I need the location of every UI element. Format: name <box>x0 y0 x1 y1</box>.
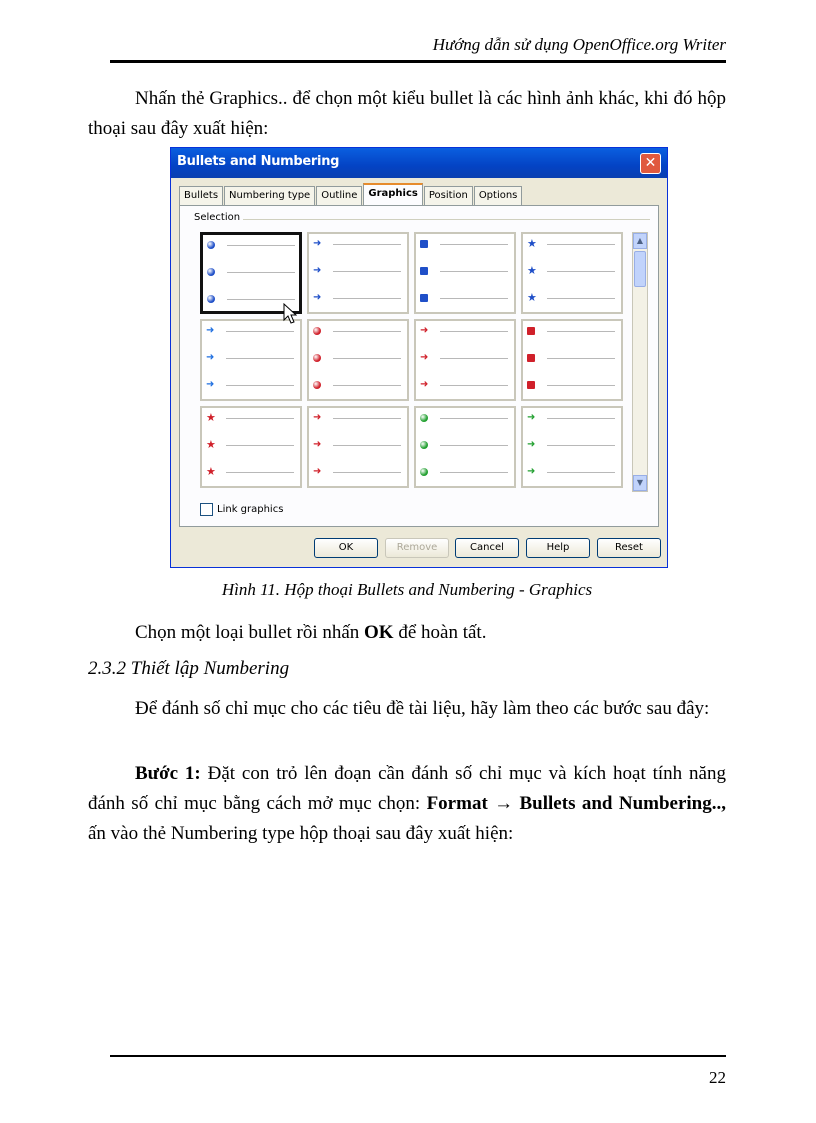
bullet-option[interactable] <box>200 406 302 488</box>
bullet-preview-row <box>313 240 405 250</box>
sphere-bullet-icon <box>313 354 321 362</box>
bullet-preview-row <box>527 237 619 250</box>
arrow-bullet-icon: ➜ <box>527 466 536 477</box>
close-button[interactable] <box>640 153 661 174</box>
dialog-titlebar <box>171 148 667 178</box>
arrow-bullet-icon: ➜ <box>313 439 322 450</box>
preview-line <box>226 385 294 386</box>
bullet-preview-row <box>206 411 298 424</box>
arrow-bullet-icon: ➜ <box>420 325 429 336</box>
preview-line <box>547 244 615 245</box>
arrow-bullet-icon: ➜ <box>420 379 429 390</box>
choose-text-before: Chọn một loại bullet rồi nhấn <box>135 622 365 643</box>
bullet-option[interactable] <box>414 319 516 401</box>
bullet-preview-row <box>313 294 405 304</box>
selection-label: Selection <box>194 212 243 223</box>
bullet-preview-row <box>313 468 405 478</box>
scroll-thumb[interactable] <box>634 251 646 287</box>
sphere-bullet-icon <box>207 295 215 303</box>
choose-text-after: để hoàn tất. <box>393 622 487 643</box>
reset-button[interactable]: Reset <box>597 538 661 558</box>
preview-line <box>440 418 508 419</box>
arrow-bullet-icon: ➜ <box>206 379 215 390</box>
header-rule <box>110 60 726 63</box>
step1-menu-path: Format → Bullets and Numbering.., <box>426 793 726 814</box>
preview-line <box>440 358 508 359</box>
preview-line <box>547 358 615 359</box>
arrow-bullet-icon: ➜ <box>313 412 322 423</box>
tab-outline[interactable]: Outline <box>316 186 362 205</box>
tab-graphics[interactable]: Graphics <box>363 183 422 206</box>
footer-rule <box>110 1055 726 1057</box>
numbering-paragraph: Để đánh số chỉ mục cho các tiêu đề tài liệu, hãy làm theo các bước sau đây: <box>135 698 710 719</box>
sphere-bullet-icon <box>207 268 215 276</box>
ok-button[interactable]: OK <box>314 538 378 558</box>
link-graphics-row[interactable] <box>200 503 283 516</box>
bullet-preview-row <box>313 414 405 424</box>
preview-line <box>333 271 401 272</box>
preview-line <box>333 244 401 245</box>
link-graphics-checkbox[interactable] <box>200 503 213 516</box>
sphere-bullet-icon <box>420 414 428 422</box>
tab-options[interactable]: Options <box>474 186 523 205</box>
preview-line <box>226 331 294 332</box>
bullet-preview-row <box>420 327 512 337</box>
page-number: 22 <box>709 1068 726 1087</box>
preview-line <box>333 445 401 446</box>
preview-line <box>547 472 615 473</box>
intro-paragraph: Nhấn thẻ Graphics.. để chọn một kiểu bullet là các hình ảnh khác, khi đó hộp thoại sau đây xuất hiện: <box>88 88 726 139</box>
star-bullet-icon: ★ <box>527 264 537 277</box>
bullet-preview-row <box>206 438 298 451</box>
step1-text2: ấn vào thẻ Numbering type hộp thoại sau đây xuất hiện: <box>88 823 514 844</box>
bullet-option[interactable] <box>521 232 623 314</box>
arrow-bullet-icon: ➜ <box>313 238 322 249</box>
bullet-preview-row <box>313 267 405 277</box>
cube-bullet-icon <box>527 381 535 389</box>
help-button[interactable]: Help <box>526 538 590 558</box>
bullet-preview-row <box>207 268 299 278</box>
figure-caption: Hình 11. Hộp thoại Bullets and Numbering - Graphics <box>221 580 593 599</box>
preview-line <box>226 358 294 359</box>
preview-line <box>226 445 294 446</box>
scroll-up-icon[interactable]: ▲ <box>633 233 647 249</box>
bullet-preview-row <box>313 327 405 337</box>
sphere-bullet-icon <box>420 441 428 449</box>
preview-line <box>440 271 508 272</box>
star-bullet-icon: ★ <box>527 237 537 250</box>
preview-line <box>333 418 401 419</box>
preview-line <box>226 472 294 473</box>
running-header: Hướng dẫn sử dụng OpenOffice.org Writer <box>432 35 726 54</box>
preview-line <box>440 331 508 332</box>
bullet-preview-row <box>420 294 512 304</box>
selection-divider <box>242 219 650 220</box>
bullet-option[interactable] <box>200 232 302 314</box>
bullet-option[interactable] <box>307 406 409 488</box>
preview-line <box>440 472 508 473</box>
arrow-bullet-icon: ➜ <box>206 352 215 363</box>
arrow-bullet-icon: ➜ <box>420 352 429 363</box>
bullet-preview-row <box>420 267 512 277</box>
bullet-preview-row <box>313 381 405 391</box>
step1-text1: Đặt con trỏ lên đoạn cần đánh số chỉ mục và kích hoạt tính năng đánh số chỉ mục bằng cách mở mục chọn: <box>88 763 726 814</box>
arrow-bullet-icon: ➜ <box>313 292 322 303</box>
bullet-preview-row <box>313 354 405 364</box>
preview-line <box>227 272 295 273</box>
sphere-bullet-icon <box>313 381 321 389</box>
dialog-button-row <box>171 538 667 558</box>
link-graphics-label: Link graphics <box>217 504 284 515</box>
arrow-bullet-icon: ➜ <box>527 412 536 423</box>
bullet-preview-row <box>206 354 298 364</box>
bullet-preview-row <box>420 240 512 250</box>
remove-button[interactable]: Remove <box>385 538 449 558</box>
preview-line <box>333 298 401 299</box>
bullet-preview-row <box>313 441 405 451</box>
bullet-style-grid <box>200 232 628 492</box>
star-bullet-icon: ★ <box>527 291 537 304</box>
preview-line <box>333 331 401 332</box>
preview-line <box>547 385 615 386</box>
sphere-bullet-icon <box>207 241 215 249</box>
arrow-bullet-icon: ➜ <box>313 265 322 276</box>
star-bullet-icon: ★ <box>206 411 216 424</box>
preview-line <box>226 418 294 419</box>
bullet-preview-row <box>527 381 619 391</box>
cube-bullet-icon <box>527 327 535 335</box>
star-bullet-icon: ★ <box>206 465 216 478</box>
bullet-preview-row <box>527 468 619 478</box>
bullet-option[interactable] <box>200 319 302 401</box>
bullet-preview-row <box>206 381 298 391</box>
bullet-preview-row <box>420 354 512 364</box>
sphere-bullet-icon <box>420 468 428 476</box>
close-icon: ✕ <box>644 155 657 171</box>
preview-line <box>440 445 508 446</box>
preview-line <box>440 298 508 299</box>
bullet-preview-row <box>420 414 512 424</box>
arrow-bullet-icon: ➜ <box>313 466 322 477</box>
cancel-button[interactable]: Cancel <box>455 538 519 558</box>
bullet-preview-row <box>206 327 298 337</box>
preview-line <box>440 244 508 245</box>
bullet-option[interactable] <box>307 319 409 401</box>
tab-numbering-type[interactable]: Numbering type <box>224 186 315 205</box>
arrow-bullet-icon: ➜ <box>206 325 215 336</box>
mouse-cursor-icon <box>283 303 297 325</box>
choose-paragraph <box>88 618 726 648</box>
bullet-preview-row <box>207 241 299 251</box>
bullet-preview-row <box>206 465 298 478</box>
preview-line <box>333 472 401 473</box>
preview-line <box>547 298 615 299</box>
bullet-preview-row <box>527 327 619 337</box>
step1-label: Bước 1: <box>135 763 201 784</box>
choose-text-bold: OK <box>364 622 394 643</box>
bullets-numbering-dialog <box>170 147 668 568</box>
sphere-bullet-icon <box>313 327 321 335</box>
preview-line <box>547 271 615 272</box>
bullet-option[interactable] <box>521 319 623 401</box>
bullet-option[interactable] <box>521 406 623 488</box>
bullet-preview-row <box>527 354 619 364</box>
bullet-preview-row <box>527 264 619 277</box>
preview-line <box>227 245 295 246</box>
bullet-preview-row <box>527 441 619 451</box>
cube-bullet-icon <box>527 354 535 362</box>
preview-line <box>227 299 295 300</box>
preview-line <box>547 418 615 419</box>
bullet-preview-row <box>527 291 619 304</box>
tab-position[interactable]: Position <box>424 186 473 205</box>
cube-bullet-icon <box>420 267 428 275</box>
bullet-option[interactable] <box>414 406 516 488</box>
grid-scrollbar[interactable] <box>632 232 648 492</box>
preview-line <box>440 385 508 386</box>
preview-line <box>333 358 401 359</box>
bullet-preview-row <box>527 414 619 424</box>
cube-bullet-icon <box>420 294 428 302</box>
preview-line <box>547 331 615 332</box>
star-bullet-icon: ★ <box>206 438 216 451</box>
step1-paragraph <box>88 759 726 849</box>
scroll-down-icon[interactable]: ▼ <box>633 475 647 491</box>
dialog-title: Bullets and Numbering <box>177 154 340 169</box>
tab-bullets[interactable]: Bullets <box>179 186 223 205</box>
bullet-preview-row <box>420 468 512 478</box>
bullet-option[interactable] <box>414 232 516 314</box>
cube-bullet-icon <box>420 240 428 248</box>
bullet-preview-row <box>420 441 512 451</box>
bullet-option[interactable] <box>307 232 409 314</box>
arrow-bullet-icon: ➜ <box>527 439 536 450</box>
preview-line <box>333 385 401 386</box>
bullet-preview-row <box>420 381 512 391</box>
preview-line <box>547 445 615 446</box>
section-heading: 2.3.2 Thiết lập Numbering <box>88 658 290 679</box>
tab-strip <box>179 186 523 204</box>
graphics-panel <box>179 205 659 527</box>
